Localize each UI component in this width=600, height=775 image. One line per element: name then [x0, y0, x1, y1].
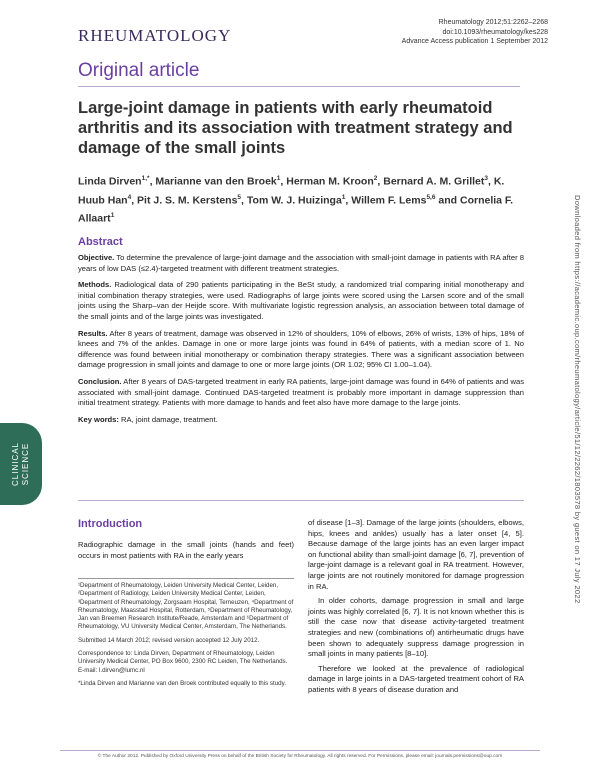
abstract-heading: Abstract	[78, 236, 123, 248]
section-label: Original article	[78, 60, 200, 81]
download-notice	[568, 195, 582, 755]
body-paragraph: Radiographic damage in the small joints (hands and feet) occurs in most patients with RA in the early years	[78, 540, 294, 560]
copyright-footer: © The Author 2012. Published by Oxford University Press on behalf of the British Society for Rheumatology. All rights reserved. For Permissions, please email: journals.permissions@oup.com	[97, 754, 503, 759]
author-separator: and	[435, 194, 460, 206]
tab-line: CLINICAL	[11, 441, 20, 487]
citation-line: Rheumatology 2012;51:2262–2268	[438, 19, 548, 26]
abstract-text: After 8 years of DAS-targeted treatment in early RA patients, large-joint damage was found in 64% of patients and was associated with small-joint damage. Continued DAS-targeted treatment is probably more important in damage suppression than initial treatment strategy. Patients with more damage to hands and feet also have more damage to the large joints.	[78, 376, 524, 408]
author-affiliation-marker: 1	[110, 212, 115, 219]
author-separator: ,	[345, 194, 352, 206]
abstract-methods	[78, 280, 524, 322]
correspondence: Correspondence to: Linda Dirven, Department of Rheumatology, Leiden University Medical Center, PO Box 9600, 2300 RC Leiden, The Netherlands. E-mail: l.dirven@lumc.nl	[78, 650, 288, 674]
download-notice-text[interactable]: Downloaded from https://academic.oup.com/rheumatology/article/51/12/2262/1803578 by guest on 17 July 2022	[573, 195, 582, 604]
abstract-keywords	[78, 415, 524, 426]
abstract-results	[78, 329, 524, 371]
author-separator: ,	[241, 194, 247, 206]
abstract-label: Key words:	[78, 414, 119, 424]
equal-contribution-note: *Linda Dirven and Marianne van den Broek contributed equally to this study.	[78, 679, 286, 687]
author-name: Linda Dirven	[78, 175, 142, 188]
abstract-label: Conclusion.	[78, 376, 122, 386]
author-separator: ,	[149, 175, 156, 188]
abstract-label: Results.	[78, 328, 108, 338]
author-separator: ,	[280, 175, 287, 188]
abstract-divider	[78, 500, 524, 501]
author-name: Herman M. Kroon	[286, 175, 374, 188]
publication-date-line: Advance Access publication 1 September 2012	[401, 38, 548, 45]
abstract-text: RA, joint damage, treatment.	[118, 414, 218, 424]
author-separator: ,	[131, 194, 138, 206]
author-affiliation-marker: 4	[127, 193, 132, 201]
author-affiliation-marker: 1	[341, 193, 346, 201]
footer-divider	[60, 750, 540, 751]
author-name: Pit J. S. M. Kerstens	[137, 194, 238, 206]
author-affiliation-marker: 2	[373, 175, 378, 182]
author-affiliation-marker: 1,*	[141, 175, 150, 182]
citation-block	[402, 18, 548, 47]
right-column	[308, 518, 524, 700]
affiliation-text: ¹Department of Rheumatology, Leiden University Medical Center, Leiden, ²Department of Radiology, Leiden University Medical Center, Leiden, ³Department of Rheumatology, Zorgsaam Hospital, Terneuzen, ⁴Department of Rheumatology, Maasstad Hospital, Rotterdam, ⁵Department of Rheumatology, Jan van Breemen Research Institute/Reade, Amsterdam and ⁶Department of Rheumatology, VU University Medical Center, Amsterdam, The Netherlands.	[78, 582, 294, 631]
introduction-heading: Introduction	[78, 518, 143, 530]
author-name: Tom W. J. Huizinga	[246, 194, 342, 206]
clinical-science-label	[11, 442, 31, 486]
abstract-text: Radiological data of 290 patients participating in the BeSt study, a randomized trial comparing initial monotherapy and initial combination therapy strategies, were used. Radiographs of large joints were scored using the Larsen score and of the small joints using the Sharp–van der Heijde score. With multivariate logistic regression analysis, an association between total damage of the small joints and of the large joints was investigated.	[78, 280, 524, 321]
author-separator: ,	[377, 175, 384, 188]
left-column	[78, 518, 294, 565]
journal-logo: RHEUMATOLOGY	[78, 26, 232, 45]
author-name: Willem F. Lems	[351, 194, 427, 206]
header-divider	[78, 86, 520, 87]
abstract-text: To determine the prevalence of large-joint damage and the association with small-joint damage in patients with RA after 8 years of low DAS (≤2.4)-targeted treatment with different treatment strategies.	[78, 253, 524, 273]
author-name: K. Huub Han	[78, 175, 505, 206]
tab-line: SCIENCE	[21, 442, 30, 486]
abstract-text: After 8 years of treatment, damage was observed in 12% of shoulders, 10% of elbows, 26% of wrists, 13% of hips, 18% of knees and 7% of the ankles. Damage in one or more large joints was found in 64% of patients, with a median score of 1. No difference was found between initial monotherapy or combination therapy strategies. There was a significant association between damage progression in small joints and damage to one or more large joints (OR 1.02; 95% CI 1.00–1.04).	[78, 328, 524, 370]
abstract	[78, 236, 524, 431]
doi-line[interactable]: doi:10.1093/rheumatology/kes228	[442, 28, 548, 36]
abstract-objective	[78, 253, 524, 274]
footnote-divider	[78, 578, 294, 579]
author-name: Cornelia F. Allaart	[78, 194, 514, 225]
author-affiliation-marker: 5,6	[426, 193, 436, 201]
article-title: Large-joint damage in patients with early rheumatoid arthritis and its association with treatment strategy and damage of the small joints	[78, 99, 513, 157]
author-affiliation-marker: 3	[484, 175, 488, 182]
author-name: Bernard A. M. Grillet	[383, 175, 485, 188]
abstract-label: Methods.	[78, 280, 112, 290]
author-affiliation-marker: 1	[276, 175, 281, 182]
author-list	[78, 171, 518, 227]
author-affiliation-marker: 5	[237, 193, 242, 201]
body-paragraph: In older cohorts, damage progression in small and large joints was highly correlated [6, 7]. It is not known whether this is still the case now that disease activity-targeted treatment strategies and new (combinations of) antirheumatic drugs have been shown to adequately suppress damage progression in small joints in many patients [8–10].	[308, 596, 524, 659]
abstract-label: Objective.	[78, 253, 115, 262]
affiliations	[78, 582, 294, 693]
author-separator: ,	[488, 175, 494, 188]
body-paragraph: of disease [1–3]. Damage of the large joints (shoulders, elbows, hips, knees and ankles) usually has a later onset [4, 5]. Because damage of the large joints has an even larger impact on functional ability than small-joint damage [6, 7], prevention of large-joint damage is a relevant goal in RA treatment. However, large joints are not routinely monitored for damage progression in RA.	[308, 518, 524, 591]
clinical-science-tab	[0, 423, 42, 505]
submission-dates: Submitted 14 March 2012; revised version accepted 12 July 2012.	[78, 636, 260, 644]
body-paragraph: Therefore we looked at the prevalence of radiological damage in large joints in a DAS-targeted treatment cohort of RA patients with 8 years of disease duration and	[308, 663, 524, 694]
author-name: Marianne van den Broek	[155, 175, 277, 188]
abstract-conclusion	[78, 377, 524, 409]
